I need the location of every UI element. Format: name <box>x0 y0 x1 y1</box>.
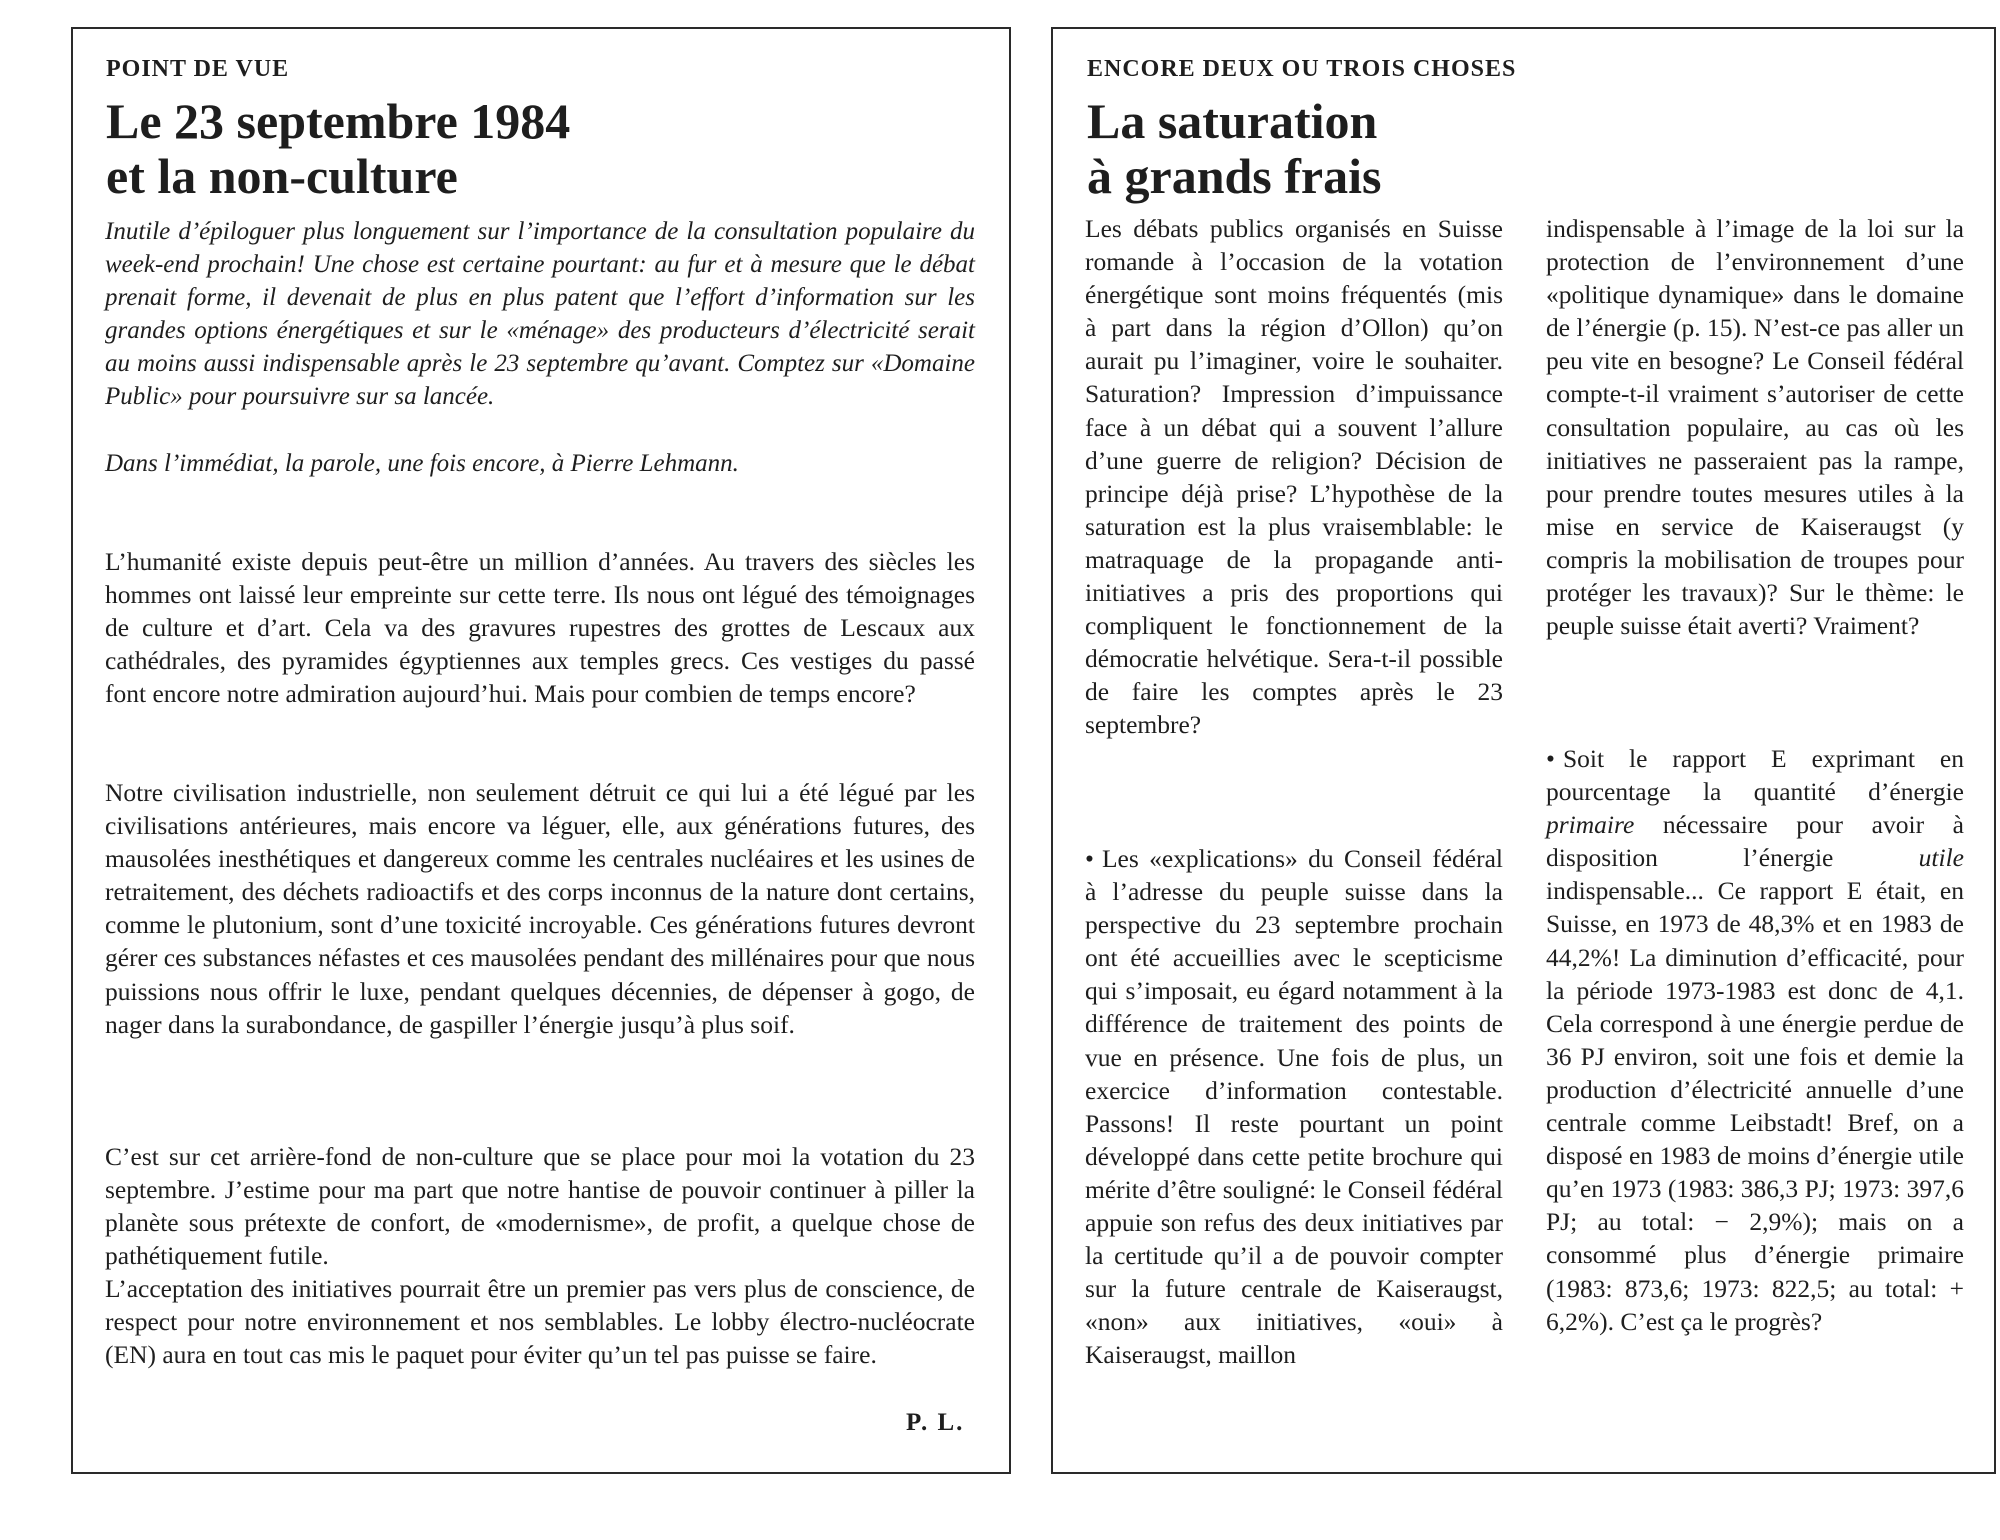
right-col2-paragraph-1: indispensable à l’image de la loi sur la protection de l’environnement d’une «politique dynamique» dans le domaine de l’énergie (p. 15). N’est-ce pas aller un peu vite en besogne? Le Conseil fédéral compte-t-il vraiment s’autoriser de cette consultation populaire, au cas où les initiatives ne passeraient pas la rampe, pour prendre toutes mesures utiles à la mise en service de Kaiseraugst (y compris la mobilisation de troupes pour protéger les travaux)? Sur le thème: le peuple suisse était averti? Vraiment? <box>1546 214 1964 641</box>
right-col2-paragraph-2-text-a: Soit le rapport E exprimant en pourcentage la quantité d’énergie <box>1546 744 1964 807</box>
right-title <box>1087 94 1381 204</box>
bullet-icon: • <box>1085 844 1094 873</box>
left-title <box>106 94 570 204</box>
left-paragraph-1: L’humanité existe depuis peut-être un million d’années. Au travers des siècles les hommes ont laissé leur empreinte sur cette terre. Ils nous ont légué des témoignages de culture et d’art. Cela va des gravures rupestres des grottes de Lescaux aux cathédrales, des pyramides égyptiennes aux temples grecs. Ces vestiges du passé font encore notre admiration aujourd’hui. Mais pour combien de temps encore? <box>105 547 975 709</box>
right-col1-paragraph-1: Les débats publics organisés en Suisse romande à l’occasion de la votation énergétique sont moins fréquentés (mis à part dans la région d’Ollon) qu’on aurait pu l’imaginer, voire le souhaiter. Saturation? Impression d’impuissance face à un débat qui a souvent l’allure d’une guerre de religion? Décision de principe déjà prise? L’hypothèse de la saturation est la plus vraisemblable: le matraquage de la propagande anti-initiatives a pris des proportions qui compliquent le fonctionnement de la démocratie helvétique. Sera-t-il possible de faire les comptes après le 23 septembre? <box>1085 214 1503 740</box>
right-col2-paragraph-2 <box>1546 742 1964 1338</box>
right-kicker: ENCORE DEUX OU TROIS CHOSES <box>1087 56 1517 82</box>
left-title-line1: Le 23 septembre 1984 <box>106 93 571 149</box>
left-signature: P. L. <box>906 1409 965 1436</box>
bullet-icon-2: • <box>1546 744 1555 773</box>
right-col2-paragraph-2-text-b: nécessaire pour avoir à disposition l’énergie <box>1546 810 1964 873</box>
left-paragraph-2: Notre civilisation industrielle, non seulement détruit ce qui lui a été légué par les civilisations antérieures, mais encore va léguer, elle, aux générations futures, des mausolées inesthétiques et dangereux comme les centrales nucléaires et les usines de retraitement, des déchets radioactifs et des corps inconnus de la nature dont certains, comme le plutonium, sont d’une toxicité incroyable. Ces générations futures devront gérer ces substances néfastes et ces mausolées pendant des millénaires pour que nous puissions nous offrir le luxe, pendant quelques décennies, de dépenser à gogo, de nager dans la surabondance, de gaspiller l’énergie jusqu’à plus soif. <box>105 778 975 1039</box>
left-intro-last: Dans l’immédiat, la parole, une fois encore, à Pierre Lehmann. <box>105 450 739 477</box>
right-col2-paragraph-2-text-c: indispensable... Ce rapport E était, en Suisse, en 1973 de 48,3% et en 1983 de 44,2%! La diminution d’efficacité, pour la période 1973-1983 est donc de 4,1. Cela correspond à une énergie perdue de 36 PJ environ, soit une fois et demie la production d’électricité annuelle d’une centrale comme Leibstadt! Bref, on a disposé en 1983 de moins d’énergie utile qu’en 1973 (1983: 386,3 PJ; 1973: 397,6 PJ; au total: − 2,9%); mais on a consommé plus d’énergie primaire (1983: 873,6; 1973: 822,5; au total: + 6,2%). C’est ça le progrès? <box>1546 876 1964 1336</box>
left-title-line2: et la non-culture <box>106 148 458 204</box>
left-kicker: POINT DE VUE <box>106 56 290 82</box>
right-title-line1: La saturation <box>1087 93 1378 149</box>
right-col2-emphasis-primaire: primaire <box>1546 810 1635 840</box>
left-paragraph-4: L’acceptation des initiatives pourrait être un premier pas vers plus de conscience, de respect pour notre environnement et nos semblables. Le lobby électro-nucléocrate (EN) aura en tout cas mis le paquet pour éviter qu’un tel pas puisse se faire. <box>105 1274 975 1370</box>
left-intro: Inutile d’épiloguer plus longuement sur l’importance de la consultation populaire du week-end prochain! Une chose est certaine pourtant: au fur et à mesure que le débat prenait forme, il devenait de plus en plus patent que l’effort d’information sur les grandes options énergétiques et sur le «ménage» des producteurs d’électricité serait au moins aussi indispensable après le 23 septembre qu’avant. Comptez sur «Domaine Public» pour poursuivre sur sa lancée. <box>105 218 975 411</box>
right-col1-paragraph-2-text: Les «explications» du Conseil fédéral à l’adresse du peuple suisse dans la perspective du 23 septembre prochain ont été accueillies avec le scepticisme qui s’imposait, eu égard notamment à la différence de traitement des points de vue en présence. Une fois de plus, un exercice d’information contestable. Passons! Il reste pourtant un point développé dans cette petite brochure qui mérite d’être souligné: le Conseil fédéral appuie son refus des deux initiatives par la certitude qu’il a de pouvoir compter sur la future centrale de Kaiseraugst, «non» aux initiatives, «oui» à Kaiseraugst, maillon <box>1085 844 1503 1370</box>
left-paragraph-3: C’est sur cet arrière-fond de non-culture que se place pour moi la votation du 23 septembre. J’estime pour ma part que notre hantise de pouvoir continuer à piller la planète sous prétexte de confort, de «modernisme», de profit, a quelque chose de pathétiquement futile. <box>105 1142 975 1271</box>
right-col2-emphasis-utile: utile <box>1918 843 1964 873</box>
right-col1-paragraph-2 <box>1085 842 1503 1372</box>
right-title-line2: à grands frais <box>1087 148 1382 204</box>
